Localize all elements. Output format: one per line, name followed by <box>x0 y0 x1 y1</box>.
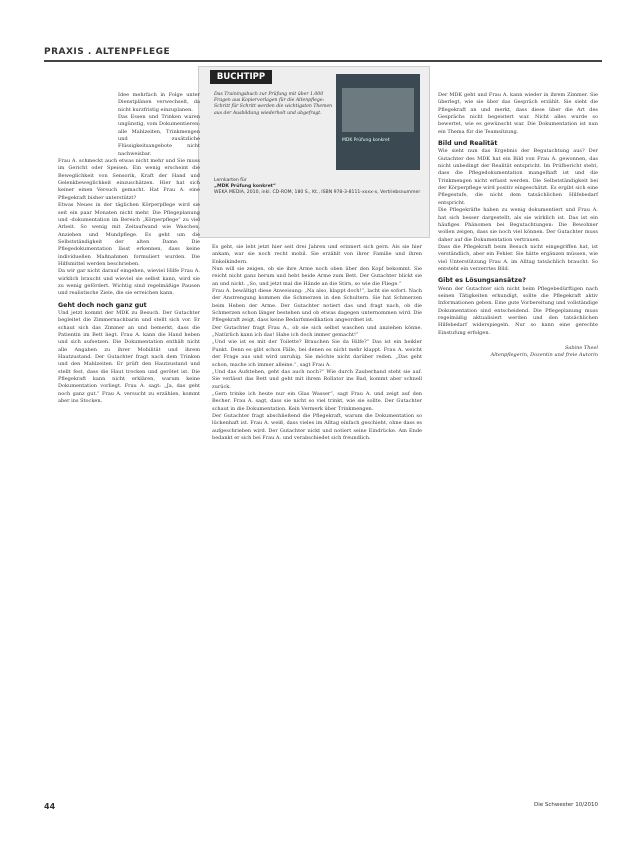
book-cover-photo <box>342 88 414 132</box>
buchtipp-title: BUCHTIPP <box>210 70 272 84</box>
paragraph: Frau A. schmeckt auch etwas nicht mehr und Sie muss im Gericht oder Speisen. Ein wenig erscheint die Beweglichkeit von Sensorik, Kraft der Hand und Gelenkbeweglichkeit einzuschätzen. Hier hat sich keiner einen Versuch gemacht. Hat Frau A. eine Pflegekraft bisher unterstützt? <box>58 158 200 201</box>
paragraph: „Und wie ist es mit der Toilette? Brauchen Sie da Hilfe?“ Das ist ein heikler Punkt. Denn es gibt schon Fälle, bei denen es nicht mehr klappt. Frau A. weicht der Frage aus und wird unruhig. Sie möchte nicht darüber reden. „Das geht schon, mache ich immer alleine.“, sagt Frau A. <box>212 339 422 368</box>
paragraph: Und jetzt kommt der MDK zu Besuch. Der Gutachter begleitet die Zimmernachbarin und stellt sich vor. Er schaut sich das Zimmer an und bemerkt, dass die Patientin im Bett liegt. Frau A. kann die Hand heben und sich aufsetzen. Die Dokumentation enthält nicht alle Angaben zu ihrer Mobilität und ihrem Hautzustand. Der Gutachter fragt nach dem Trinken und den Mahlzeiten. Er prüft den Hautzustand und stellt fest, dass die Haut trocken und gerötet ist. Die Pflegekraft kann nicht erklären, warum keine Dokumentation vorliegt. Frau A. sagt: „Ja, das geht noch ganz gut.“ Frau A. versucht zu erzählen, kommt aber ins Stocken. <box>58 309 200 405</box>
page-header <box>44 44 602 62</box>
paragraph: „Und das Aufstehen, geht das auch noch?“ Wie durch Zauberhand steht sie auf. Sie verlässt das Bett und geht mit ihrem Rollator ins Bad, kommt aber schnell zurück. <box>212 368 422 390</box>
buchtipp-ref-label: Lernkarten für <box>214 178 247 183</box>
buchtipp-description: Das Trainingsbuch zur Prüfung mit über 1.000 Fragen aus Kopiervorlagen für die Altenpflege: Schritt für Schritt werden die wichtigsten Themen aus der Ausbildung wiederholt und abgefragt. <box>214 92 333 116</box>
buchtipp-reference <box>214 178 424 197</box>
paragraph: Das Essen und Trinken waren ungünstig, vom Dokumentieren: alle Mahlzeiten, Trinkmengen und zusätzliche Flüssigkeitsangebote nicht nachweisbar. <box>118 114 200 157</box>
book-cover-image <box>336 74 420 170</box>
paragraph: Dass die Pflegekraft beim Besuch nicht eingegriffen hat, ist verständlich, aber ein Fehler. Sie hätte ergänzen müssen, wie viel Unterstützung Frau A. im Alltag tatsächlich braucht. So entsteht ein verzerrtes Bild. <box>438 243 598 272</box>
paragraph: Da wir gar nicht darauf eingehen, wieviel Hilfe Frau A. wirklich braucht und wieviel sie selbst kann, wird sie zu wenig gefördert. Wichtig sind regelmäßige Pausen und realistische Ziele, die sie erreichen kann. <box>58 268 200 297</box>
buchtipp-ref-title: „MDK Prüfung konkret“ <box>214 184 276 190</box>
paragraph: „Gern trinke ich heute nur ein Glas Wasser“, sagt Frau A. und zeigt auf den Becher. Frau A. sagt, dass sie nicht so viel trinkt, wie sie sollte. Der Gutachter schaut in die Dokumentation. Kein Vermerk über Trinkmengen. <box>212 390 422 412</box>
paragraph: Nun will sie zeigen, ob sie ihre Arme noch oben über den Kopf bekommt. Sie reicht nicht ganz herum und hebt beide Arme zum Bett. Der Gutachter blickt sie an und nickt. „So, und jetzt mal die Hände an die Stirn, so wie die Fliege.“ <box>212 266 422 287</box>
paragraph: Der Gutachter fragt Frau A., ob sie sich selbst waschen und anziehen könne. „Natürlich kann ich das! Habe ich doch immer gemacht!“ <box>212 324 422 339</box>
section-label: PRAXIS . ALTENPFLEGE <box>44 47 171 57</box>
issue-label: Die Schwester 10/2010 <box>534 802 599 808</box>
paragraph: Es geht, sie lebt jetzt hier seit drei Jahren und erinnert sich gern. Als sie hier ankam, war sie noch recht mobil. Sie erzählt von ihrer Familie und ihren Enkelkindern. <box>212 244 422 265</box>
page-number: 44 <box>44 802 56 811</box>
subheading: Geht doch noch ganz gut <box>58 301 147 309</box>
subheading: Bild und Realität <box>438 140 498 148</box>
paragraph: Der MDK geht und Frau A. kann wieder in ihrem Zimmer. Sie überlegt, wie sie über das Gespräch erzählt. Sie sieht die Pflegekraft an und merkt, dass diese über die Art des Gesprächs nicht begeistert war. Nicht alles wurde so bewertet, wie es gewünscht war. Die Dokumentation ist nun ein Thema für die Teamsitzung. <box>438 92 598 135</box>
subheading: Gibt es Lösungsansätze? <box>438 277 526 285</box>
paragraph: Etwas Neues in der täglichen Körperpflege wird sie seit ein paar Monaten nicht mehr. Die Pflegeplanung und -dokumentation im Bereich „Körperpflege“ zu viel Arbeit. So wenig mit Zeitaufwand wie Waschen, Anziehen und Mundpflege. Es geht um die Selbstständigkeit der alten Dame. Die Pflegedokumentation lässt erkennen, dass keine individuellen Maßnahmen formuliert wurden. Die Hilfsmittel werden beschrieben. <box>58 202 200 267</box>
paragraph: Wie sieht nun das Ergebnis der Begutachtung aus? Der Gutachter des MDK hat ein Bild von Frau A. gewonnen, das nicht unbedingt der Realität entspricht. Im Prüfbericht steht, dass die Pflegedokumentation mangelhaft ist und die Trinkmengen nicht erfasst werden. Die Selbstständigkeit bei der Körperpflege wird positiv eingeschätzt. Es ergibt sich eine Pflegestufe, die nicht dem tatsächlichen Hilfebedarf entspricht. <box>438 148 598 206</box>
paragraph: Die Pflegekräfte haben zu wenig dokumentiert und Frau A. hat sich besser dargestellt, als sie wirklich ist. Das ist ein häufiges Phänomen bei Begutachtungen: Die Bewohner wollen zeigen, dass sie noch viel können. Der Gutachter muss daher auf die Dokumentation vertrauen. <box>438 207 598 243</box>
paragraph: Frau A. bewältigt diese Anweisung: „Na also, klappt doch!“, lacht sie sofort. Nach der Anstrengung kommen die Schmerzen in den Schultern. Sie hat Schmerzen beim Heben der Arme. Der Gutachter notiert das und fragt nach, ob die Schmerzen schon länger bestehen und ob etwas dagegen unternommen wird. Die Pflegekraft zeigt, dass keine Bedarfsmedikation angeordnet ist. <box>212 288 422 324</box>
author-signature: Sabine Theel <box>564 345 598 351</box>
author-note: Altenpflegerin, Dozentin und freie Autorin <box>490 352 598 359</box>
paragraph: Idee mehrfach in Folge unter Dienstplänen verwechselt, da nicht kurzfristig einzuplanen. <box>118 92 200 113</box>
column-2 <box>212 244 422 442</box>
paragraph: Wenn der Gutachter sich nicht beim Pflegebedürftigen nach seinen Tätigkeiten erkundigt, sollte die Pflegekraft aktiv Informationen geben. Eine gute Vorbereitung und vollständige Dokumentation sind entscheidend. Die Pflegeplanung muss regelmäßig aktualisiert werden und den tatsächlichen Hilfebedarf widerspiegeln. Nur so kann eine gerechte Einstufung erfolgen. <box>438 285 598 336</box>
paragraph: Der Gutachter fragt abschließend die Pflegekraft, warum die Dokumentation so lückenhaft ist. Frau A. weiß, dass vieles im Alltag einfach geschieht, ohne dass es aufgeschrieben wird. Der Gutachter nickt und notiert seine Eindrücke. Am Ende bedankt er sich bei Frau A. und verabschiedet sich freundlich. <box>212 412 422 441</box>
column-1 <box>58 92 200 405</box>
buchtipp-ref-publisher: WEKA MEDIA, 2010, inkl. CD-ROM, 180 S., Kt., ISBN 978-3-8111-xxxx-x, Vertriebsnummer <box>214 190 421 196</box>
column-3 <box>438 92 598 360</box>
book-cover-title: MDK Prüfung konkret <box>342 138 390 143</box>
